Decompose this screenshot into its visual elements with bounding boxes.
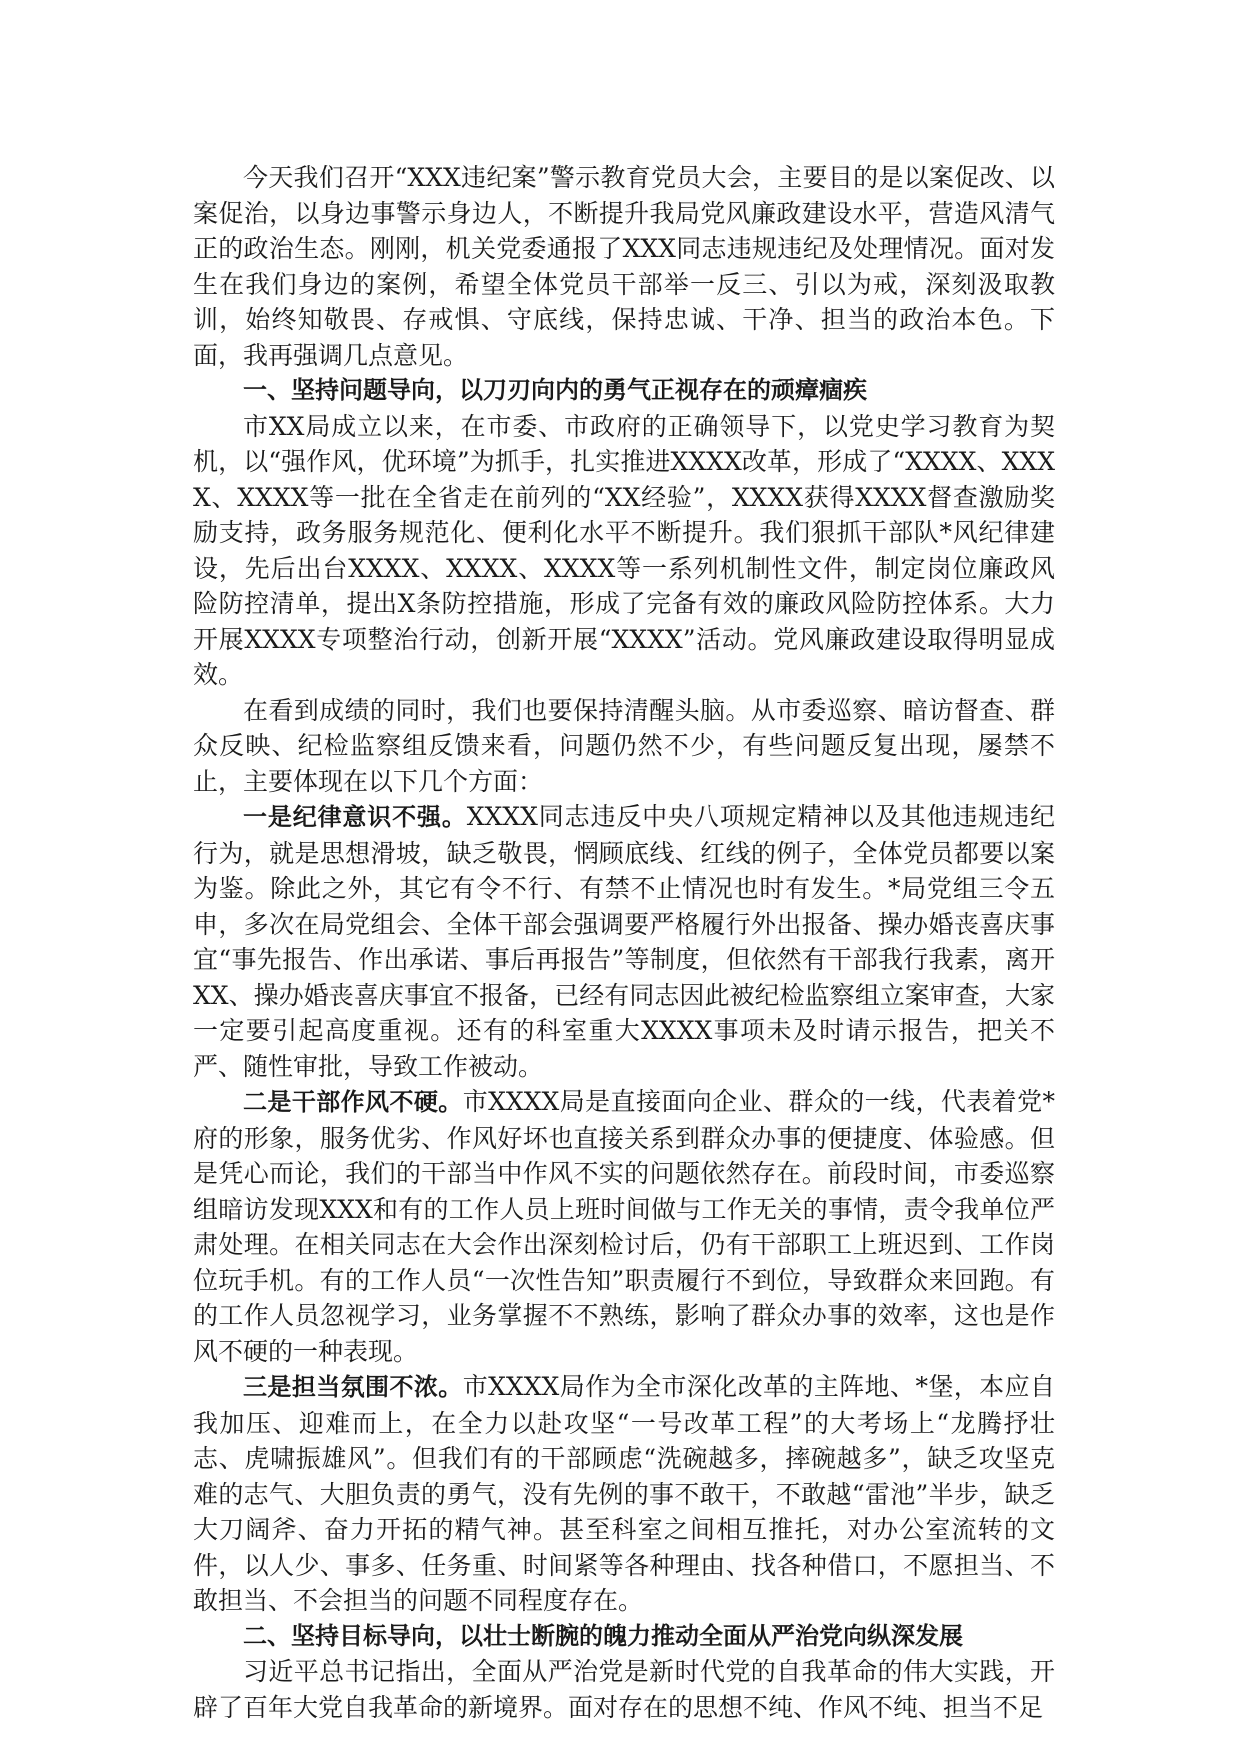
paragraph-body: 市XXXX局是直接面向企业、群众的一线，代表着党*府的形象，服务优劣、作风好坏也直接关系到群众办事的便捷度、体验感。但是凭心而论，我们的干部当中作风不实的问题依然存在。前段时间，市委巡察组暗访发现XXX和有的工作人员上班时间做与工作无关的事情，责令我单位严肃处理。在相关同志在大会作出深刻检讨后，仍有干部职工上班迟到、工作岗位玩手机。有的工作人员“一次性告知”职责履行不到位，导致群众来回跑。有的工作人员忽视学习，业务掌握不不熟练，影响了群众办事的效率，这也是作风不硬的一种表现。: [193, 1087, 1056, 1366]
paragraph-body: XXXX同志违反中央八项规定精神以及其他违规违纪行为，就是思想滑坡，缺乏敬畏，惘顾底线、红线的例子，全体党员都要以案为鉴。除此之外，其它有令不行、有禁不止情况也时有发生。*局党组三令五申，多次在局党组会、全体干部会强调要严格履行外出报备、操办婚丧喜庆事宜“事先报告、作出承诺、事后再报告”等制度，但依然有干部我行我素，离开XX、操办婚丧喜庆事宜不报备，已经有同志因此被纪检监察组立案审查，大家一定要引起高度重视。还有的科室重大XXXX事项未及时请示报告，把关不严、随性审批，导致工作被动。: [193, 802, 1055, 1081]
paragraph-problems-intro: 在看到成绩的同时，我们也要保持清醒头脑。从市委巡察、暗访督查、群众反映、纪检监察组反馈来看，问题仍然不少，有些问题反复出现，屡禁不止，主要体现在以下几个方面：: [193, 695, 1055, 796]
paragraph-body: 市XXXX局作为全市深化改革的主阵地、*堡，本应自我加压、迎难而上，在全力以赴攻坚“一号改革工程”的大考场上“龙腾抒壮志、虎啸振雄风”。但我们有的干部顾虑“洗碗越多，摔碗越多”，缺乏攻坚克难的志气、大胆负责的勇气，没有先例的事不敢干，不敢越“雷池”半步，缺乏大刀阔斧、奋力开拓的精气神。甚至科室之间相互推托，对办公室流转的文件，以人少、事多、任务重、时间紧等各种理由、找各种借口，不愿担当、不敢担当、不会担当的问题不同程度存在。: [193, 1372, 1056, 1615]
paragraph-lead: 二是干部作风不硬。: [243, 1088, 463, 1116]
section-heading-2: 二、坚持目标导向，以壮士断腕的魄力推动全面从严治党向纵深发展: [243, 1621, 963, 1650]
paragraph-work-style: [193, 1084, 1055, 1369]
paragraph-lead: 一是纪律意识不强。: [243, 803, 467, 831]
paragraph-xi-quote: 习近平总书记指出，全面从严治党是新时代党的自我革命的伟大实践，开辟了百年大党自我革命的新境界。面对存在的思想不纯、作风不纯、担当不足: [193, 1657, 1055, 1722]
paragraph-lead: 三是担当氛围不浓。: [243, 1373, 463, 1401]
section-heading-1: 一、坚持问题导向，以刀刃向内的勇气正视存在的顽瘴痼疾: [243, 376, 867, 404]
paragraph-discipline: [193, 799, 1055, 1084]
paragraph-intro: 今天我们召开“XXX违纪案”警示教育党员大会，主要目的是以案促改、以案促治，以身边事警示身边人，不断提升我局党风廉政建设水平，营造风清气正的政治生态。刚刚，机关党委通报了XXX同志违规违纪及处理情况。面对发生在我们身边的案例，希望全体党员干部举一反三、引以为戒，深刻汲取教训，始终知敬畏、存戒惧、守底线，保持忠诚、干净、担当的政治本色。下面，我再强调几点意见。: [193, 163, 1055, 370]
paragraph-responsibility: [193, 1369, 1055, 1619]
document-page: [193, 160, 1055, 1725]
paragraph-achievements: 市XX局成立以来，在市委、市政府的正确领导下，以党史学习教育为契机，以“强作风，优环境”为抓手，扎实推进XXXX改革，形成了“XXXX、XXXX、XXXX等一批在全省走在前列的“XX经验”，XXXX获得XXXX督查激励奖励支持，政务服务规范化、便利化水平不断提升。我们狠抓干部队*风纪律建设，先后出台XXXX、XXXX、XXXX等一系列机制性文件，制定岗位廉政风险防控清单，提出X条防控措施，形成了完备有效的廉政风险防控体系。大力开展XXXX专项整治行动，创新开展“XXXX”活动。党风廉政建设取得明显成效。: [193, 411, 1056, 689]
